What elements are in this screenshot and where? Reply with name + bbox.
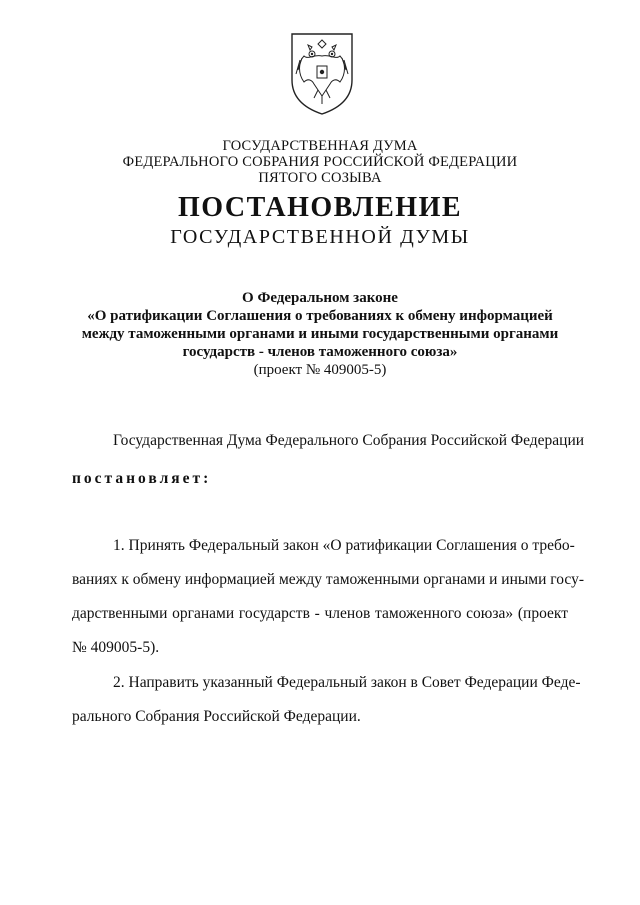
item-1-text: дарственными органами государств - членов таможенного союза» (проект [72, 605, 568, 622]
draft-number: (проект № 409005-5) [253, 362, 387, 378]
resolves-keyword: постановляет: [72, 470, 212, 487]
russian-coat-of-arms-icon [288, 30, 356, 116]
document-type-subtitle: ГОСУДАРСТВЕННОЙ ДУМЫ [170, 226, 470, 248]
document-type-title: ПОСТАНОВЛЕНИЕ [177, 192, 463, 223]
subject-line: государств - членов таможенного союза» [182, 344, 458, 360]
item-2-text: 2. Направить указанный Федеральный закон в Совет Федерации Феде- [113, 674, 581, 691]
item-1-text: 1. Принять Федеральный закон «О ратификации Соглашения о требо- [113, 537, 575, 554]
subject-line: О Федеральном законе [242, 290, 398, 306]
item-1-text: ваниях к обмену информацией между таможенными органами и иными госу- [72, 571, 584, 588]
subject-line: между таможенными органами и иными государственными органами [81, 326, 559, 342]
subject-line: «О ратификации Соглашения о требованиях к обмену информацией [87, 308, 553, 324]
issuer-line: ПЯТОГО СОЗЫВА [258, 170, 382, 186]
item-1-text: № 409005-5). [72, 639, 160, 656]
issuer-line: ГОСУДАРСТВЕННАЯ ДУМА [222, 138, 418, 154]
issuer-line: ФЕДЕРАЛЬНОГО СОБРАНИЯ РОССИЙСКОЙ ФЕДЕРАЦИИ [122, 154, 518, 170]
preamble-text: Государственная Дума Федерального Собрания Российской Федерации [113, 432, 585, 449]
item-2-text: рального Собрания Российской Федерации. [72, 708, 361, 725]
